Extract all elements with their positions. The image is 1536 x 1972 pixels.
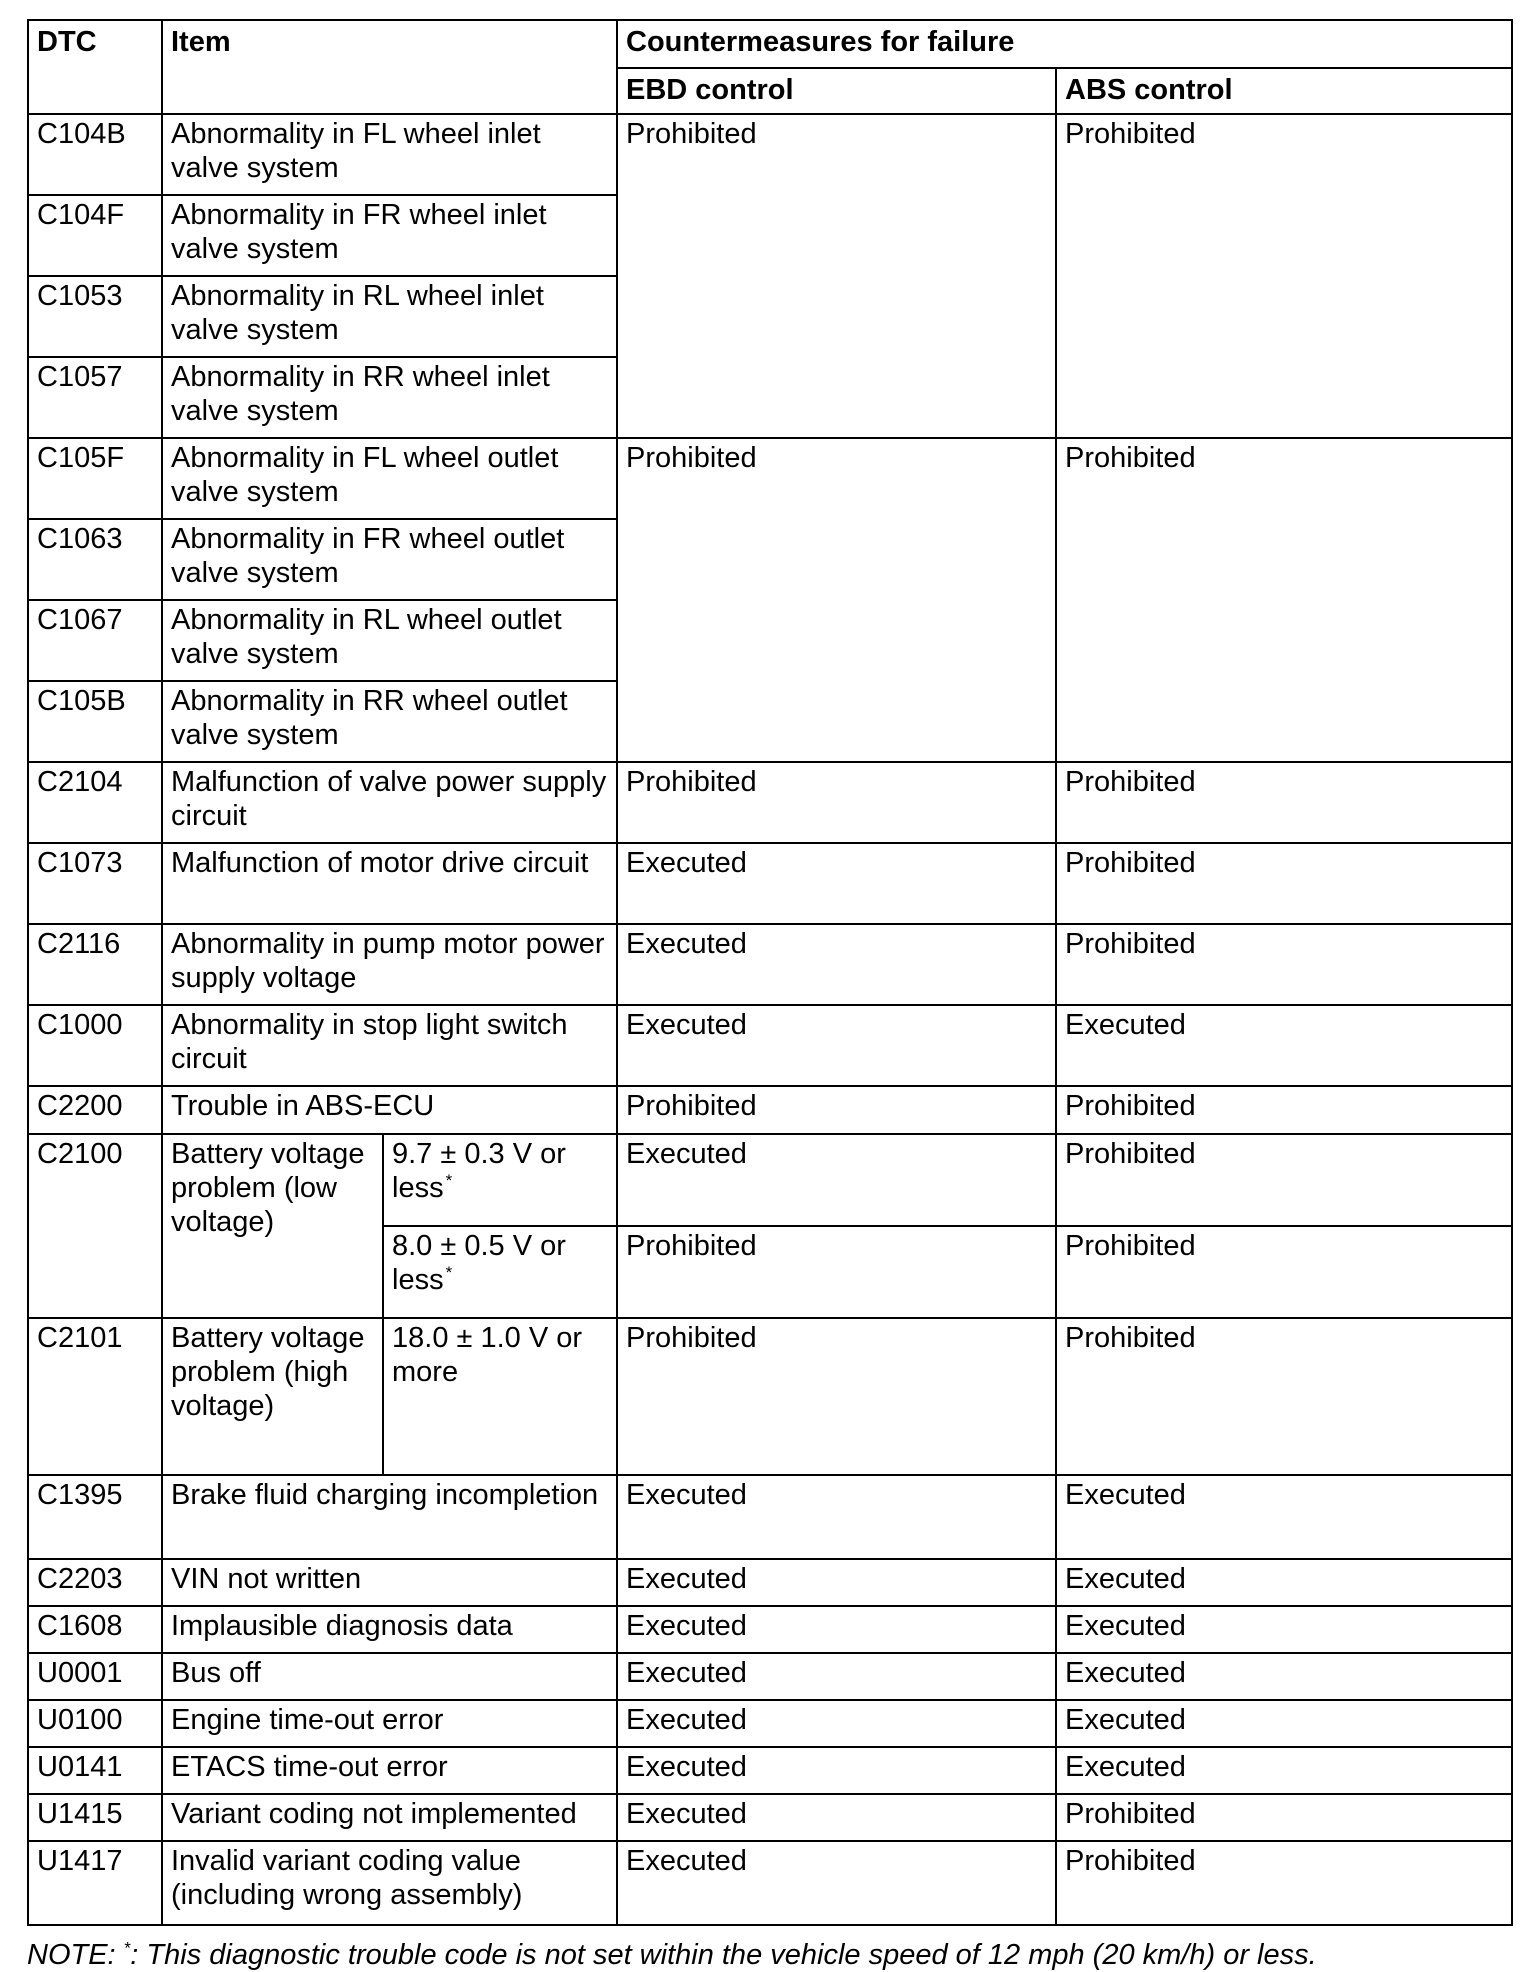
dtc-code: C1395: [28, 1475, 162, 1559]
table-row: [28, 114, 1512, 195]
condition-text: [383, 1134, 617, 1226]
table-row: [28, 438, 1512, 519]
ebd-value: Executed: [617, 1606, 1056, 1653]
abs-value: Prohibited: [1056, 438, 1512, 762]
dtc-code: C105F: [28, 438, 162, 519]
table-row: [28, 1606, 1512, 1653]
ebd-value: Executed: [617, 1841, 1056, 1925]
item-text: Abnormality in RR wheel outlet valve system: [162, 681, 617, 762]
ebd-value: Executed: [617, 1559, 1056, 1606]
abs-value: Executed: [1056, 1606, 1512, 1653]
dtc-code: C1067: [28, 600, 162, 681]
abs-value: Prohibited: [1056, 1086, 1512, 1134]
asterisk-mark: *: [445, 1171, 453, 1191]
item-text: Abnormality in FR wheel inlet valve system: [162, 195, 617, 276]
item-text: Invalid variant coding value (including wrong assembly): [162, 1841, 617, 1925]
item-text: VIN not written: [162, 1559, 617, 1606]
condition-text: 18.0 ± 1.0 V or more: [383, 1318, 617, 1475]
table-row: [28, 762, 1512, 843]
table-row: [28, 1653, 1512, 1700]
abs-value: Executed: [1056, 1700, 1512, 1747]
table-row: [28, 1794, 1512, 1841]
item-text: Battery voltage problem (low voltage): [162, 1134, 383, 1318]
dtc-table: [27, 19, 1513, 1926]
dtc-code: C1000: [28, 1005, 162, 1086]
abs-value: Prohibited: [1056, 114, 1512, 438]
ebd-value: Executed: [617, 1794, 1056, 1841]
ebd-value: Prohibited: [617, 114, 1056, 438]
dtc-code: C105B: [28, 681, 162, 762]
dtc-code: C1608: [28, 1606, 162, 1653]
abs-value: Prohibited: [1056, 1841, 1512, 1925]
abs-value: Prohibited: [1056, 1318, 1512, 1475]
item-text: Malfunction of motor drive circuit: [162, 843, 617, 924]
item-text: Engine time-out error: [162, 1700, 617, 1747]
abs-value: Prohibited: [1056, 843, 1512, 924]
dtc-code: C2101: [28, 1318, 162, 1475]
item-text: Abnormality in stop light switch circuit: [162, 1005, 617, 1086]
abs-value: Executed: [1056, 1475, 1512, 1559]
ebd-value: Prohibited: [617, 1226, 1056, 1318]
abs-value: Executed: [1056, 1653, 1512, 1700]
table-row: [28, 1005, 1512, 1086]
dtc-code: U1417: [28, 1841, 162, 1925]
item-text: Implausible diagnosis data: [162, 1606, 617, 1653]
condition-value: 9.7 ± 0.3 V or less: [392, 1138, 566, 1204]
item-text: Bus off: [162, 1653, 617, 1700]
dtc-table-container: [27, 19, 1511, 1926]
item-text: Brake fluid charging incompletion: [162, 1475, 617, 1559]
header-item: Item: [162, 20, 617, 114]
item-text: Trouble in ABS-ECU: [162, 1086, 617, 1134]
table-row: [28, 924, 1512, 1005]
ebd-value: Executed: [617, 843, 1056, 924]
table-row-battery-high: [28, 1318, 1512, 1475]
dtc-code: C1053: [28, 276, 162, 357]
asterisk-mark: *: [445, 1263, 453, 1283]
ebd-value: Executed: [617, 1134, 1056, 1226]
condition-text: [383, 1226, 617, 1318]
header-dtc: DTC: [28, 20, 162, 114]
abs-value: Executed: [1056, 1559, 1512, 1606]
item-text: Abnormality in RL wheel outlet valve system: [162, 600, 617, 681]
ebd-value: Prohibited: [617, 762, 1056, 843]
table-row: [28, 843, 1512, 924]
item-text: ETACS time-out error: [162, 1747, 617, 1794]
item-text: Abnormality in FL wheel inlet valve system: [162, 114, 617, 195]
header-ebd-control: EBD control: [617, 68, 1056, 114]
abs-value: Executed: [1056, 1005, 1512, 1086]
dtc-code: U0100: [28, 1700, 162, 1747]
footnote-text: : This diagnostic trouble code is not set within the vehicle speed of 12 mph (20 km/h) or less.: [130, 1939, 1317, 1971]
abs-value: Prohibited: [1056, 924, 1512, 1005]
table-row: [28, 1747, 1512, 1794]
dtc-code: C2203: [28, 1559, 162, 1606]
dtc-code: U0001: [28, 1653, 162, 1700]
dtc-code: C2100: [28, 1134, 162, 1318]
ebd-value: Prohibited: [617, 1086, 1056, 1134]
item-text: Abnormality in RR wheel inlet valve system: [162, 357, 617, 438]
dtc-code: C2104: [28, 762, 162, 843]
abs-value: Prohibited: [1056, 762, 1512, 843]
abs-value: Prohibited: [1056, 1134, 1512, 1226]
dtc-code: U0141: [28, 1747, 162, 1794]
ebd-value: Executed: [617, 1005, 1056, 1086]
dtc-code: C104F: [28, 195, 162, 276]
dtc-code: C2116: [28, 924, 162, 1005]
ebd-value: Executed: [617, 1747, 1056, 1794]
table-row-battery-low: [28, 1134, 1512, 1226]
ebd-value: Executed: [617, 1475, 1056, 1559]
item-text: Battery voltage problem (high voltage): [162, 1318, 383, 1475]
ebd-value: Prohibited: [617, 1318, 1056, 1475]
dtc-code: C1063: [28, 519, 162, 600]
ebd-value: Executed: [617, 1700, 1056, 1747]
item-text: Variant coding not implemented: [162, 1794, 617, 1841]
ebd-value: Prohibited: [617, 438, 1056, 762]
ebd-value: Executed: [617, 1653, 1056, 1700]
abs-value: Prohibited: [1056, 1794, 1512, 1841]
footnote-prefix: NOTE:: [27, 1939, 124, 1971]
abs-value: Executed: [1056, 1747, 1512, 1794]
item-text: Abnormality in FR wheel outlet valve system: [162, 519, 617, 600]
table-row: [28, 1841, 1512, 1925]
abs-value: Prohibited: [1056, 1226, 1512, 1318]
item-text: Abnormality in pump motor power supply voltage: [162, 924, 617, 1005]
item-text: Abnormality in FL wheel outlet valve system: [162, 438, 617, 519]
dtc-code: C104B: [28, 114, 162, 195]
header-row: [28, 20, 1512, 68]
dtc-code: C2200: [28, 1086, 162, 1134]
dtc-code: C1073: [28, 843, 162, 924]
ebd-value: Executed: [617, 924, 1056, 1005]
item-text: Abnormality in RL wheel inlet valve system: [162, 276, 617, 357]
dtc-code: U1415: [28, 1794, 162, 1841]
dtc-code: C1057: [28, 357, 162, 438]
item-text: Malfunction of valve power supply circuit: [162, 762, 617, 843]
table-row: [28, 1559, 1512, 1606]
table-row: [28, 1086, 1512, 1134]
condition-value: 8.0 ± 0.5 V or less: [392, 1230, 566, 1296]
footnote-asterisk: *: [123, 1938, 131, 1958]
table-row: [28, 1700, 1512, 1747]
header-abs-control: ABS control: [1056, 68, 1512, 114]
table-row: [28, 1475, 1512, 1559]
header-countermeasures: Countermeasures for failure: [617, 20, 1512, 68]
footnote: [27, 1938, 1511, 1972]
